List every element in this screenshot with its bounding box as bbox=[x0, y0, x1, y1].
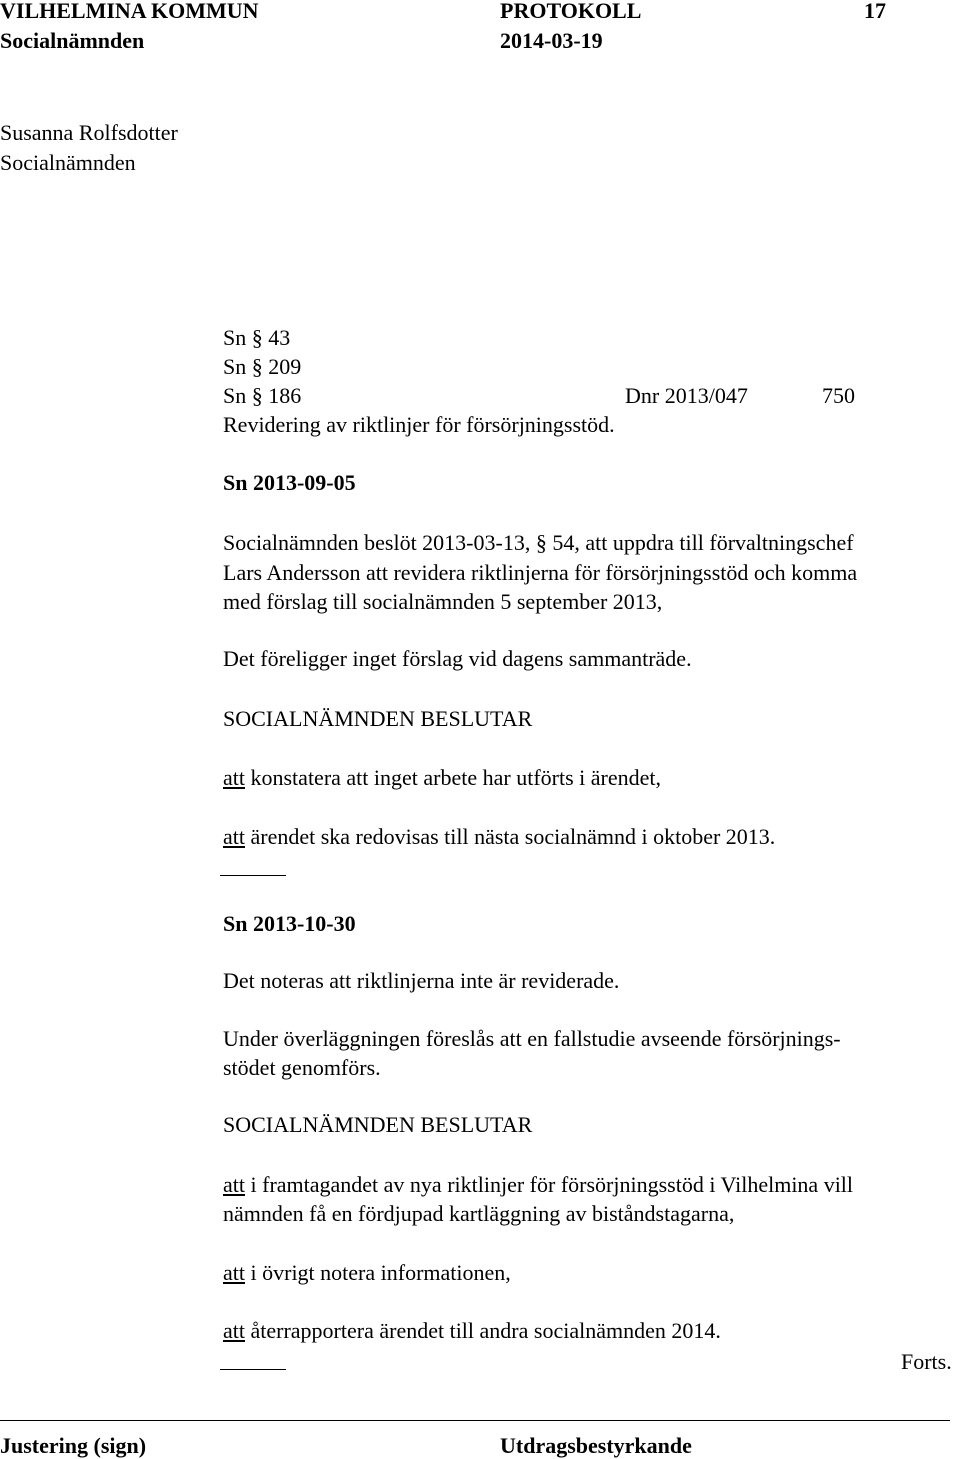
att-marker: att bbox=[223, 824, 245, 849]
section-1-decision-1 bbox=[223, 765, 661, 791]
decision-text: återrapportera ärendet till andra socialnämnden 2014. bbox=[245, 1318, 721, 1343]
section-2-decision-2 bbox=[223, 1260, 511, 1286]
section-2-decision-1-line-1 bbox=[223, 1172, 853, 1198]
section-1-decision-2 bbox=[223, 824, 775, 850]
footer-justering: Justering (sign) bbox=[0, 1433, 147, 1458]
decision-text: ärendet ska redovisas till nästa socialnämnd i oktober 2013. bbox=[245, 824, 776, 849]
footer-utdragsbestyrkande: Utdragsbestyrkande bbox=[500, 1433, 692, 1458]
section-2-para-1: Det noteras att riktlinjerna inte är reviderade. bbox=[223, 968, 620, 993]
section-2-para-2-line-1: Under överläggningen föreslås att en fallstudie avseende försörjnings- bbox=[223, 1026, 841, 1051]
section-2-decision-3 bbox=[223, 1318, 721, 1344]
protocol-date: 2014-03-19 bbox=[500, 28, 603, 53]
section-1-para-1-line-2: Lars Andersson att revidera riktlinjerna för försörjningsstöd och komma bbox=[223, 560, 858, 585]
dnr-code: 750 bbox=[822, 383, 855, 408]
section-2-decision-1-line-2: nämnden få en fördjupad kartläggning av biståndstagarna, bbox=[223, 1201, 735, 1226]
subject: Revidering av riktlinjer för försörjningsstöd. bbox=[223, 412, 615, 437]
continued-note: Forts. bbox=[901, 1349, 952, 1374]
att-marker: att bbox=[223, 1172, 245, 1197]
section-1-para-1-line-1: Socialnämnden beslöt 2013-03-13, § 54, att uppdra till förvaltningschef bbox=[223, 530, 854, 555]
att-marker: att bbox=[223, 1260, 245, 1285]
section-2-decision-heading: SOCIALNÄMNDEN BESLUTAR bbox=[223, 1112, 533, 1137]
dnr: Dnr 2013/047 bbox=[625, 383, 748, 408]
ref-line-1: Sn § 43 bbox=[223, 325, 291, 350]
board-name: Socialnämnden bbox=[0, 28, 145, 53]
footer-rule bbox=[0, 1420, 950, 1421]
page-number: 17 bbox=[864, 0, 886, 23]
section-1-para-1-line-3: med förslag till socialnämnden 5 september 2013, bbox=[223, 589, 663, 614]
org-name: VILHELMINA KOMMUN bbox=[0, 0, 259, 23]
decision-text: i framtagandet av nya riktlinjer för försörjningsstöd i Vilhelmina vill bbox=[245, 1172, 854, 1197]
section-end-divider bbox=[220, 1369, 286, 1370]
ref-line-2: Sn § 209 bbox=[223, 354, 302, 379]
recipient-name: Susanna Rolfsdotter bbox=[0, 120, 178, 145]
section-1-para-2: Det föreligger inget förslag vid dagens sammanträde. bbox=[223, 646, 692, 671]
att-marker: att bbox=[223, 765, 245, 790]
section-1-decision-heading: SOCIALNÄMNDEN BESLUTAR bbox=[223, 706, 533, 731]
recipient-dept: Socialnämnden bbox=[0, 150, 136, 175]
section-divider bbox=[220, 875, 286, 876]
att-marker: att bbox=[223, 1318, 245, 1343]
doc-type: PROTOKOLL bbox=[500, 0, 642, 23]
decision-text: konstatera att inget arbete har utförts i ärendet, bbox=[245, 765, 661, 790]
section-2-para-2-line-2: stödet genomförs. bbox=[223, 1055, 381, 1080]
section-2-heading: Sn 2013-10-30 bbox=[223, 911, 356, 936]
section-1-heading: Sn 2013-09-05 bbox=[223, 470, 356, 495]
ref-line-3: Sn § 186 bbox=[223, 383, 302, 408]
decision-text: i övrigt notera informationen, bbox=[245, 1260, 511, 1285]
